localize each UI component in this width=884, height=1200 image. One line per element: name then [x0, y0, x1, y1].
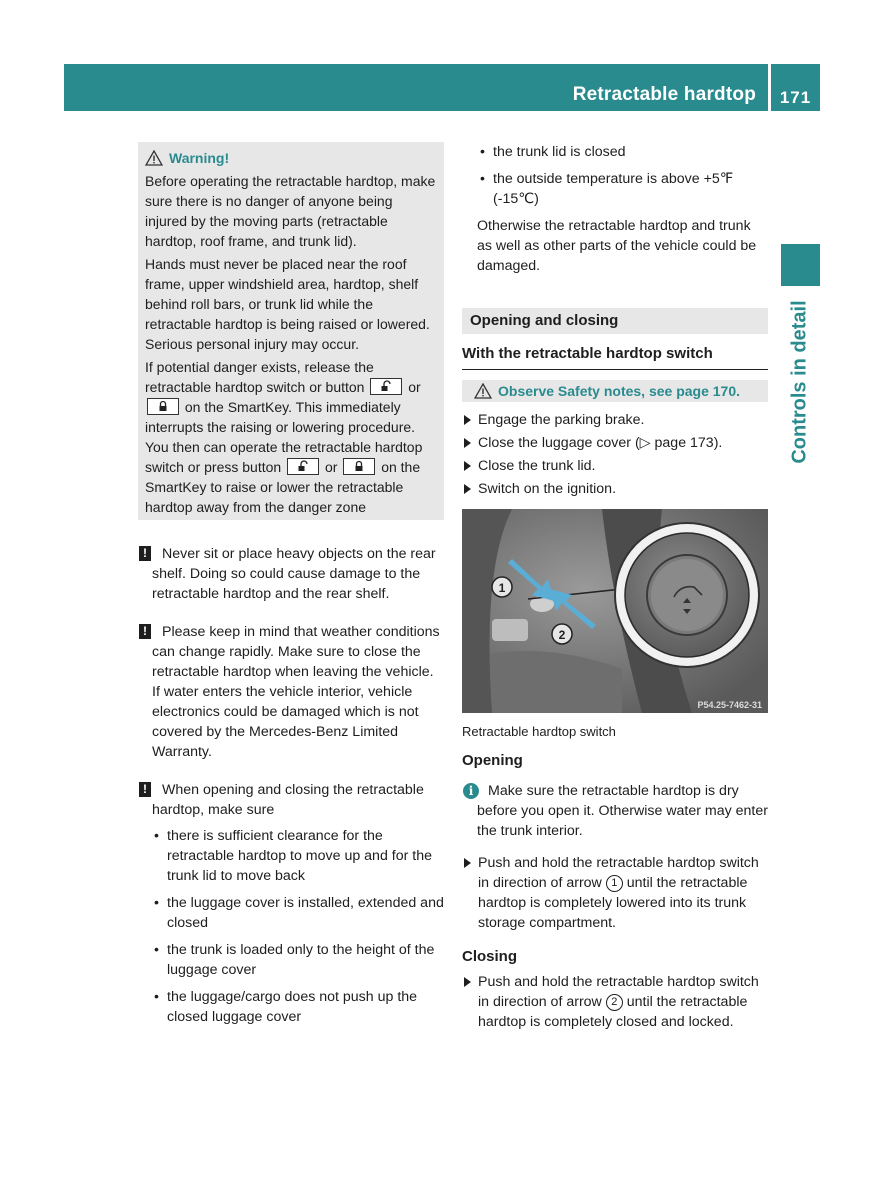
warning-paragraph-2: Hands must never be placed near the roof frame, upper windshield area, hardtop, shelf behind roll bars, or trunk lid while the retractable hardtop is being raised or lowered. Serious personal injury may occur.	[145, 256, 430, 352]
clearance-list	[152, 826, 444, 1027]
page-number-box	[771, 64, 820, 111]
opening-heading: Opening	[462, 752, 523, 769]
warning-paragraph-1: Before operating the retractable hardtop, make sure there is no danger of anyone being injured by the moving parts (retractable hardtop, roof frame, and trunk lid).	[145, 173, 436, 249]
arrow-2-marker: 2	[606, 994, 623, 1011]
lock-button-icon	[343, 458, 375, 475]
photo-code: P54.25-7462-31	[697, 700, 762, 710]
header-bar	[64, 64, 768, 111]
warning-heading	[145, 148, 438, 168]
steps-list	[462, 410, 768, 499]
info-icon: i	[463, 783, 479, 799]
list-item: • the luggage cover is installed, extended and closed	[152, 893, 444, 933]
info-note: i Make sure the retractable hardtop is dry before you open it. Otherwise water may enter the trunk interior.	[462, 781, 768, 841]
hardtop-switch-illustration	[462, 509, 768, 713]
list-item: Push and hold the retractable hardtop switch in direction of arrow 2 until the retractable hardtop is completely closed and locked.	[462, 972, 768, 1032]
photo-caption: Retractable hardtop switch	[462, 724, 616, 739]
opening-steps	[462, 853, 768, 933]
subsection-heading: With the retractable hardtop switch	[462, 344, 768, 370]
warning-title: Warning!	[169, 150, 230, 166]
list-item: Close the luggage cover (▷ page 173).	[462, 433, 768, 453]
closing-heading: Closing	[462, 948, 517, 965]
page-number: 171	[779, 88, 812, 107]
conditions-list	[462, 142, 768, 209]
list-item: Push and hold the retractable hardtop switch in direction of arrow 1 until the retractable hardtop is completely lowered into its trunk storage compartment.	[462, 853, 768, 933]
otherwise-paragraph: Otherwise the retractable hardtop and trunk as well as other parts of the vehicle could be damaged.	[477, 218, 757, 274]
right-column	[462, 142, 768, 1035]
unlock-button-icon	[287, 458, 319, 475]
left-column	[138, 142, 444, 1034]
side-tab-marker	[781, 244, 820, 286]
list-item: Engage the parking brake.	[462, 410, 768, 430]
page-title: Retractable hardtop	[572, 84, 756, 105]
list-item: • the outside temperature is above +5℉ (-15℃)	[462, 169, 768, 209]
warning-triangle-icon	[145, 150, 163, 166]
closing-steps	[462, 972, 768, 1032]
lock-button-icon	[147, 398, 179, 415]
list-item: • the trunk lid is closed	[462, 142, 768, 162]
hardtop-switch-photo	[462, 509, 768, 713]
list-item: • the luggage/cargo does not push up the closed luggage cover	[152, 987, 444, 1027]
section-heading: Opening and closing	[462, 308, 768, 334]
side-tab	[781, 294, 820, 470]
safety-note: Observe Safety notes, see page 170.	[462, 380, 768, 402]
warning-paragraph-3: If potential danger exists, release the retractable hardtop switch or button or on the SmartKey. This immediately interrupts the raising or lowering procedure. You then can operate the retractable hardtop switch or press button or on the SmartKey to raise or lower the retractable hardtop away from the danger zone	[145, 359, 423, 515]
photo-callout-1: 1	[498, 581, 506, 595]
warning-box	[138, 142, 444, 520]
caution-icon: !	[139, 546, 151, 561]
list-item: • there is sufficient clearance for the retractable hardtop to move up and for the trunk lid to move back	[152, 826, 444, 886]
list-item: Switch on the ignition.	[462, 479, 768, 499]
list-item: • the trunk is loaded only to the height of the luggage cover	[152, 940, 444, 980]
note-weather: ! Please keep in mind that weather conditions can change rapidly. Make sure to close the retractable hardtop when leaving the vehicle. If water enters the vehicle interior, vehicle electronics could be damaged which is not covered by the Mercedes-Benz Limited Warranty.	[138, 622, 444, 762]
caution-icon: !	[139, 782, 151, 797]
arrow-1-marker: 1	[606, 875, 623, 892]
note-rear-shelf: ! Never sit or place heavy objects on the rear shelf. Doing so could cause damage to the retractable hardtop and the rear shelf.	[138, 544, 444, 604]
side-tab-label: Controls in detail	[788, 300, 811, 464]
note-clearance: ! When opening and closing the retractable hardtop, make sure	[138, 780, 444, 820]
caution-icon: !	[139, 624, 151, 639]
warning-triangle-icon	[474, 383, 492, 399]
photo-callout-2: 2	[558, 628, 566, 642]
unlock-button-icon	[370, 378, 402, 395]
list-item: Close the trunk lid.	[462, 456, 768, 476]
